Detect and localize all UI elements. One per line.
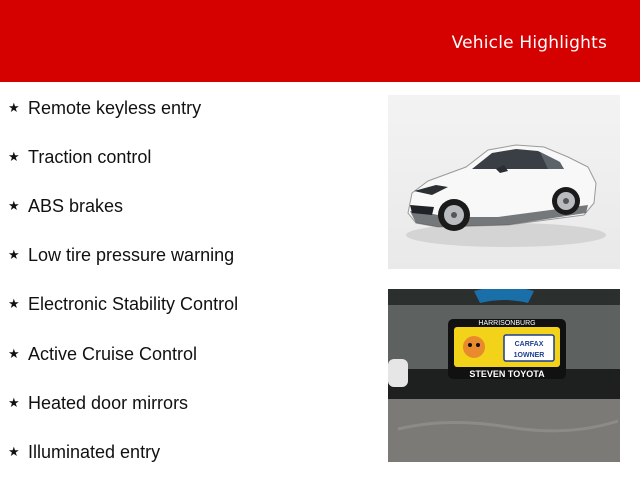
feature-label: Electronic Stability Control xyxy=(28,293,239,314)
feature-item xyxy=(8,292,238,316)
feature-item xyxy=(8,391,188,415)
star-icon: ★ xyxy=(8,296,20,311)
plate-illustration xyxy=(388,289,620,462)
plate-badge-top: CARFAX xyxy=(514,341,544,348)
feature-label: Low tire pressure warning xyxy=(28,244,235,265)
license-plate-photo xyxy=(388,289,620,462)
star-icon: ★ xyxy=(8,100,20,115)
feature-label: ABS brakes xyxy=(28,195,124,216)
header-banner xyxy=(0,0,640,82)
feature-item xyxy=(8,96,201,120)
star-icon: ★ xyxy=(8,247,20,262)
page-title: Vehicle Highlights xyxy=(451,33,607,53)
car-illustration xyxy=(388,95,620,269)
feature-item xyxy=(8,145,151,169)
feature-label: Active Cruise Control xyxy=(28,343,198,364)
star-icon: ★ xyxy=(8,198,20,213)
car-photo xyxy=(388,95,620,269)
feature-item xyxy=(8,194,123,218)
star-icon: ★ xyxy=(8,395,20,410)
star-icon: ★ xyxy=(8,346,20,361)
plate-badge-bottom: 1OWNER xyxy=(513,352,545,359)
feature-label: Traction control xyxy=(28,146,152,167)
feature-item xyxy=(8,342,197,366)
feature-item xyxy=(8,243,234,267)
feature-item xyxy=(8,440,160,464)
feature-label: Heated door mirrors xyxy=(28,392,189,413)
star-icon: ★ xyxy=(8,444,20,459)
feature-label: Remote keyless entry xyxy=(28,97,202,118)
plate-bottom-text: STEVEN TOYOTA xyxy=(469,369,545,379)
feature-label: Illuminated entry xyxy=(28,441,161,462)
plate-top-text: HARRISONBURG xyxy=(478,320,536,327)
star-icon: ★ xyxy=(8,149,20,164)
